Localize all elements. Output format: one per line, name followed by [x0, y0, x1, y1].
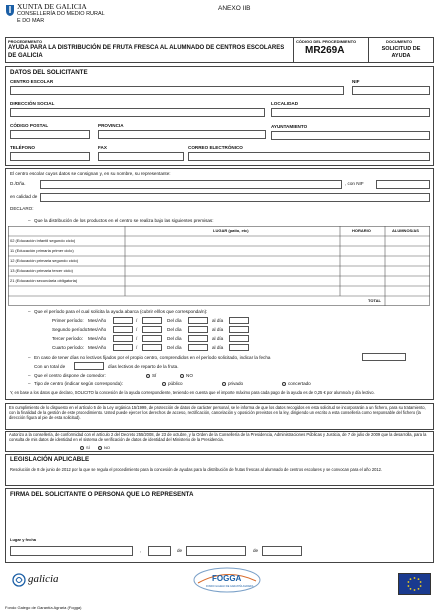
mesano-field-1[interactable] — [113, 344, 133, 351]
comedor-no-label: NO — [186, 373, 193, 378]
comedor-no-radio[interactable] — [180, 374, 184, 378]
eu-flag-icon — [398, 573, 431, 595]
period-label: Primer período: — [52, 318, 84, 323]
privado-label: privado — [228, 381, 244, 386]
mesano-field-1[interactable] — [113, 317, 133, 324]
al-dia-field[interactable] — [229, 335, 249, 342]
declaration-intro: El centro escolar cuyos datos se consignan y, en su nombre, su representante: — [10, 171, 171, 176]
al-dia-field[interactable] — [229, 317, 249, 324]
total-label: TOTAL — [368, 298, 381, 303]
col-alumnos: ALUMNOS/AS — [392, 228, 419, 233]
al-dia-label: al día — [212, 318, 224, 323]
consent-si-label: SÍ — [86, 445, 90, 450]
mesano-field-2[interactable] — [142, 344, 162, 351]
del-dia-field[interactable] — [188, 317, 208, 324]
telefono-label: TELÉFONO — [10, 145, 36, 150]
mesano-label: Mes/Año — [88, 345, 107, 350]
signature-title: FIRMA DEL SOLICITANTE O PERSONA QUE LO REPRESENTA — [10, 491, 194, 498]
doc-label: DOCUMENTO — [386, 39, 413, 44]
fogga-wordmark: FOGGA — [212, 574, 242, 583]
legislation-text: Resolución de 8 de junio de 2012 por la que se regula el procedimiento para la concesión de ayudas para la distribución de frutas frescas al alumnado de centros escolares y se convocan para el año 2012. — [10, 467, 383, 472]
del-dia-label: Del día — [167, 318, 182, 323]
code-value: MR269A — [305, 45, 345, 56]
direccion-field[interactable] — [10, 108, 265, 117]
provincia-field[interactable] — [98, 130, 266, 139]
mesano-field-1[interactable] — [113, 326, 133, 333]
concertado-radio[interactable] — [282, 382, 286, 386]
localidad-label: LOCALIDAD — [271, 101, 299, 106]
comedor-si-radio[interactable] — [146, 374, 150, 378]
dias-reparto-label: días lectivos de reparto de la fruta. — [108, 364, 179, 369]
procedure-label: PROCEDEMENTO — [8, 39, 43, 44]
month-field[interactable] — [186, 546, 246, 556]
consent-no-radio[interactable] — [98, 446, 102, 450]
al-dia-field[interactable] — [229, 326, 249, 333]
comma-sep: , — [140, 548, 142, 553]
del-dia-field[interactable] — [188, 326, 208, 333]
consent-text: Autorizo a la consellería, de conformidad con el artículo 2 del Decreto 255/2008, de 23 de octubre, y la Orden de la Consellería de la Presidencia, Administraciones Públicas y Justicia, de 7 de julio de 2009 que la desarrolla, para la consulta de mis datos de identidad en el sistema de verificación de datos de identidad del Ministerio de la Presidencia. — [9, 432, 427, 443]
slash-sep: / — [136, 318, 138, 323]
col-horario: HORARIO — [352, 228, 371, 233]
slash-sep: / — [136, 345, 138, 350]
consent-no-label: NO — [104, 445, 110, 450]
bullet-dash-3: – — [28, 355, 31, 360]
direccion-label: DIRECCIÓN SOCIAL — [10, 101, 55, 106]
row-label-12: 12 (Educación primaria segundo ciclo) — [10, 258, 79, 263]
dona-nif-label: , con NIF — [345, 181, 364, 186]
doc-value: SOLICITUD DE AYUDA — [381, 46, 421, 59]
privado-radio[interactable] — [222, 382, 226, 386]
consent-si-radio[interactable] — [80, 446, 84, 450]
code-label: CÓDIGO DEL PROCEDIMIENTO — [296, 39, 357, 44]
request-text: Y, en base a los datos que declaro, SOLICITO la concesión de la ayuda correspondiente, teniendo en cuenta que el importe máximo para cada pago de la ayuda es de 0,25 € por alumno/a y día lectivo. — [10, 390, 375, 395]
cp-label: CÓDIGO POSTAL — [10, 123, 49, 128]
localidad-field[interactable] — [271, 108, 430, 117]
row-label-02: 02 (Educación infantil segundo ciclo) — [10, 238, 76, 243]
publico-label: público — [168, 381, 183, 386]
email-field[interactable] — [188, 152, 430, 161]
al-dia-label: al día — [212, 345, 224, 350]
tipo-question: Tipo de centro (indicar según corresponda): — [34, 381, 123, 386]
day-field[interactable] — [148, 546, 171, 556]
del-dia-field[interactable] — [188, 335, 208, 342]
procedure-title: AYUDA PARA LA DISTRIBUCIÓN DE FRUTA FRESCA AL ALUMNADO DE CENTROS ESCOLARES DE GALICIA — [8, 45, 285, 59]
period-label: Tercer período: — [52, 336, 83, 341]
telefono-field[interactable] — [10, 152, 90, 161]
applicant-section-title: DATOS DEL SOLICITANTE — [10, 69, 88, 76]
mesano-label: Mes/Año — [88, 336, 107, 341]
publico-radio[interactable] — [162, 382, 166, 386]
fogga-logo — [192, 567, 262, 593]
calidad-field[interactable] — [40, 193, 430, 202]
del-dia-field[interactable] — [188, 344, 208, 351]
dona-nif-field[interactable] — [376, 180, 430, 189]
del-dia-label: Del día — [167, 336, 182, 341]
al-dia-label: al día — [212, 327, 224, 332]
bullet-dash-5: – — [28, 381, 31, 386]
del-dia-label: Del día — [167, 327, 182, 332]
email-label: CORREO ELECTRÓNICO — [188, 145, 243, 150]
mesano-label: Mes/Año — [88, 318, 107, 323]
al-dia-field[interactable] — [229, 344, 249, 351]
periods-intro: Que el período para el cual solicita la ayuda abarca (cubrir el/los que corresponda/n): — [34, 309, 208, 314]
dias-lectivos-field[interactable] — [362, 353, 406, 361]
slash-sep: / — [136, 336, 138, 341]
row-label-11: 11 (Educación primaria primer ciclo) — [10, 248, 74, 253]
comedor-si-label: SÍ — [152, 373, 157, 378]
galicia-logo — [12, 570, 72, 590]
mesano-field-2[interactable] — [142, 326, 162, 333]
conselleria-name-2: E DO MAR — [17, 18, 45, 24]
fax-label: FAX — [98, 145, 107, 150]
del-dia-label: Del día — [167, 345, 182, 350]
fax-field[interactable] — [98, 152, 184, 161]
mesano-label: Mes/Año — [88, 327, 107, 332]
bullet-dash-2: – — [28, 309, 31, 314]
nif-field[interactable] — [352, 86, 430, 95]
place-field[interactable] — [10, 546, 133, 556]
conselleria-name: CONSELLERÍA DO MEDIO RURAL — [17, 11, 105, 17]
cp-field[interactable] — [10, 130, 90, 139]
xunta-shield-icon — [6, 5, 14, 16]
fogga-subtitle: FONDO GALEGO DE GARANTÍA AGRARIA — [206, 585, 254, 588]
centro-label: CENTRO ESCOLAR — [10, 79, 54, 84]
year-field[interactable] — [262, 546, 302, 556]
dona-label: D./Dña. — [10, 181, 26, 186]
con-total-label: Con un total de — [34, 364, 66, 369]
bullet-dash-4: – — [28, 373, 31, 378]
provincia-label: PROVINCIA — [98, 123, 124, 128]
row-label-21: 21 (Educación secundaria obligatoria) — [10, 278, 78, 283]
legislation-title: LEGISLACIÓN APLICABLE — [10, 456, 90, 463]
period-label: Segundo período: — [52, 327, 89, 332]
xunta-title: XUNTA DE GALICIA — [17, 2, 87, 11]
ayuntamiento-field[interactable] — [271, 131, 430, 140]
comedor-question: Que el centro dispone de comedor: — [34, 373, 106, 378]
con-total-field[interactable] — [74, 362, 104, 370]
row-label-13: 13 (Educación primaria tercer ciclo) — [10, 268, 73, 273]
dias-lectivos-text: En caso de tener días no lectivos fijados por el propio centro, comprendidos en el período solicitado, indicar la fecha — [34, 355, 271, 360]
ayuntamiento-label: AYUNTAMIENTO — [271, 124, 308, 129]
annex-label: ANEXO IIB — [218, 5, 251, 12]
centro-field[interactable] — [10, 86, 344, 95]
xunta-logo — [6, 3, 14, 14]
bullet-dash: – — [28, 218, 31, 223]
mesano-field-1[interactable] — [113, 335, 133, 342]
al-dia-label: al día — [212, 336, 224, 341]
declaration-item1: Que la distribución de los productos en el centro se realiza bajo las siguientes premisas: — [34, 218, 214, 223]
col-lugar: LUGAR (patio, etc) — [213, 228, 249, 233]
mesano-field-2[interactable] — [142, 317, 162, 324]
declara-label: DECLARO: — [10, 206, 34, 211]
place-date-label: Lugar y fecha — [10, 537, 37, 542]
concertado-label: concertado — [288, 381, 311, 386]
dona-field[interactable] — [40, 180, 342, 189]
period-label: Cuarto período: — [52, 345, 84, 350]
galicia-wordmark: galicia — [28, 573, 59, 585]
nif-label: NIF — [352, 79, 360, 84]
calidad-label: en calidad de — [10, 194, 38, 199]
de-label-1: de — [177, 548, 183, 553]
slash-sep: / — [136, 327, 138, 332]
galicia-symbol-icon — [12, 573, 26, 587]
mesano-field-2[interactable] — [142, 335, 162, 342]
footer-address: Fondo Galego de Garantía Agraria (Fogga) — [5, 605, 82, 610]
lopd-text: En cumplimiento de lo dispuesto en el artículo 5 de la Ley orgánica 15/1999, de protección de datos de carácter personal, se le informa de que los datos recogidos en esta solicitud se incorporarán a un fichero, para su tratamiento, con la finalidad de la gestión de este procedimiento. Usted puede ejercer los derechos de acceso, rectificación, cancelación y oposición previstos en la ley, dirigiendo un escrito a esta consellería como responsable del fichero (la dirección figura al pie de esta solicitud). — [9, 405, 426, 421]
de-label-2: de — [253, 548, 259, 553]
